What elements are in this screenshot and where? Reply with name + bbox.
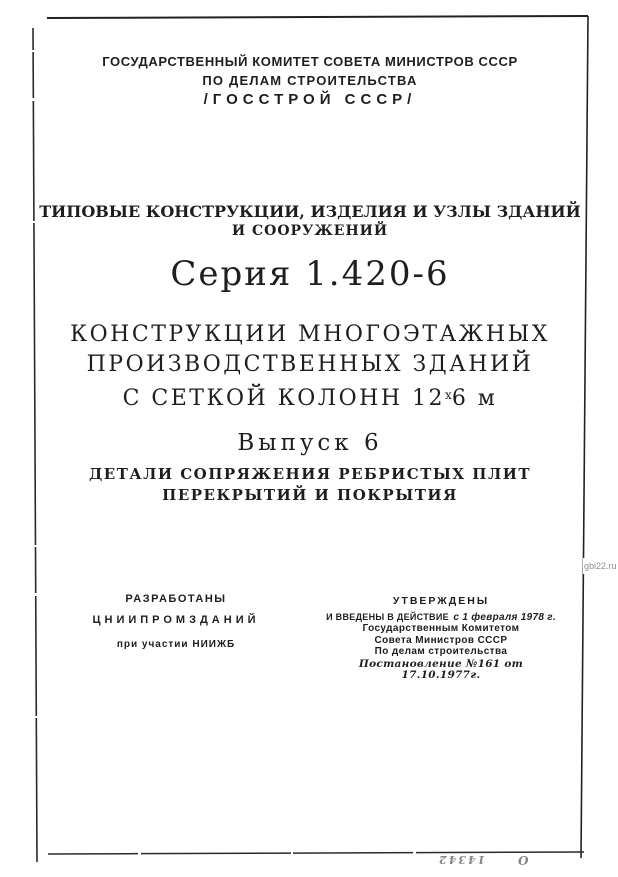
approved-heading: УТВЕРЖДЕНЫ xyxy=(392,595,490,607)
approved-line5: По делам строительства xyxy=(374,646,508,657)
approved-by-block xyxy=(320,596,562,682)
issue-heading: Выпуск 6 xyxy=(237,430,383,456)
authority-line1: ГОСУДАРСТВЕННЫЙ КОМИТЕТ СОВЕТА МИНИСТРОВ СССР xyxy=(102,54,518,69)
series-number: Серия 1.420-6 xyxy=(170,254,450,294)
developed-participation: при участии НИИЖБ xyxy=(116,639,236,650)
watermark-label: gbi22.ru xyxy=(583,558,618,574)
authority-abbreviation: /ГОССТРОЙ СССР/ xyxy=(203,91,417,108)
approved-line3: Государственным Комитетом xyxy=(362,623,520,634)
footer-pencil-number: 14342 xyxy=(437,853,486,866)
document-title xyxy=(34,320,586,414)
developed-by-block xyxy=(66,593,286,650)
issue-description-line2: ПЕРЕКРЫТИЙ И ПОКРЫТИЯ xyxy=(162,486,458,504)
document-category xyxy=(34,202,586,239)
decree-reference-handwritten: Постановление №161 от 17.10.1977г. xyxy=(358,657,524,681)
category-line1: ТИПОВЫЕ КОНСТРУКЦИИ, ИЗДЕЛИЯ И УЗЛЫ ЗДАНИЙ xyxy=(39,202,581,221)
issuing-authority xyxy=(34,54,586,108)
title-line2: ПРОИЗВОДСТВЕННЫХ ЗДАНИЙ xyxy=(86,352,534,377)
title-line1: КОНСТРУКЦИИ МНОГОЭТАЖНЫХ xyxy=(70,322,550,347)
issue-description-line1: ДЕТАЛИ СОПРЯЖЕНИЯ РЕБРИСТЫХ ПЛИТ xyxy=(88,465,532,483)
category-line2: И СООРУЖЕНИЙ xyxy=(231,223,389,239)
issue-description xyxy=(34,464,586,506)
footer-pencil-letter: О xyxy=(518,853,529,867)
approved-line4: Совета Министров СССР xyxy=(374,634,508,646)
developed-heading: РАЗРАБОТАНЫ xyxy=(125,593,227,605)
title-line3: С СЕТКОЙ КОЛОНН $12^х6$ м xyxy=(122,386,498,411)
developed-organization: ЦНИИПРОМЗДАНИЙ xyxy=(92,614,260,626)
authority-line2: ПО ДЕЛАМ СТРОИТЕЛЬСТВА xyxy=(202,73,418,88)
multiplication-sign: х xyxy=(445,388,452,402)
approved-effective-line: И ВВЕДЕНЫ В ДЕЙСТВИЕ с 1 февраля 1978 г. xyxy=(326,611,556,623)
effective-date-handwritten: с 1 февраля 1978 г. xyxy=(453,611,556,623)
